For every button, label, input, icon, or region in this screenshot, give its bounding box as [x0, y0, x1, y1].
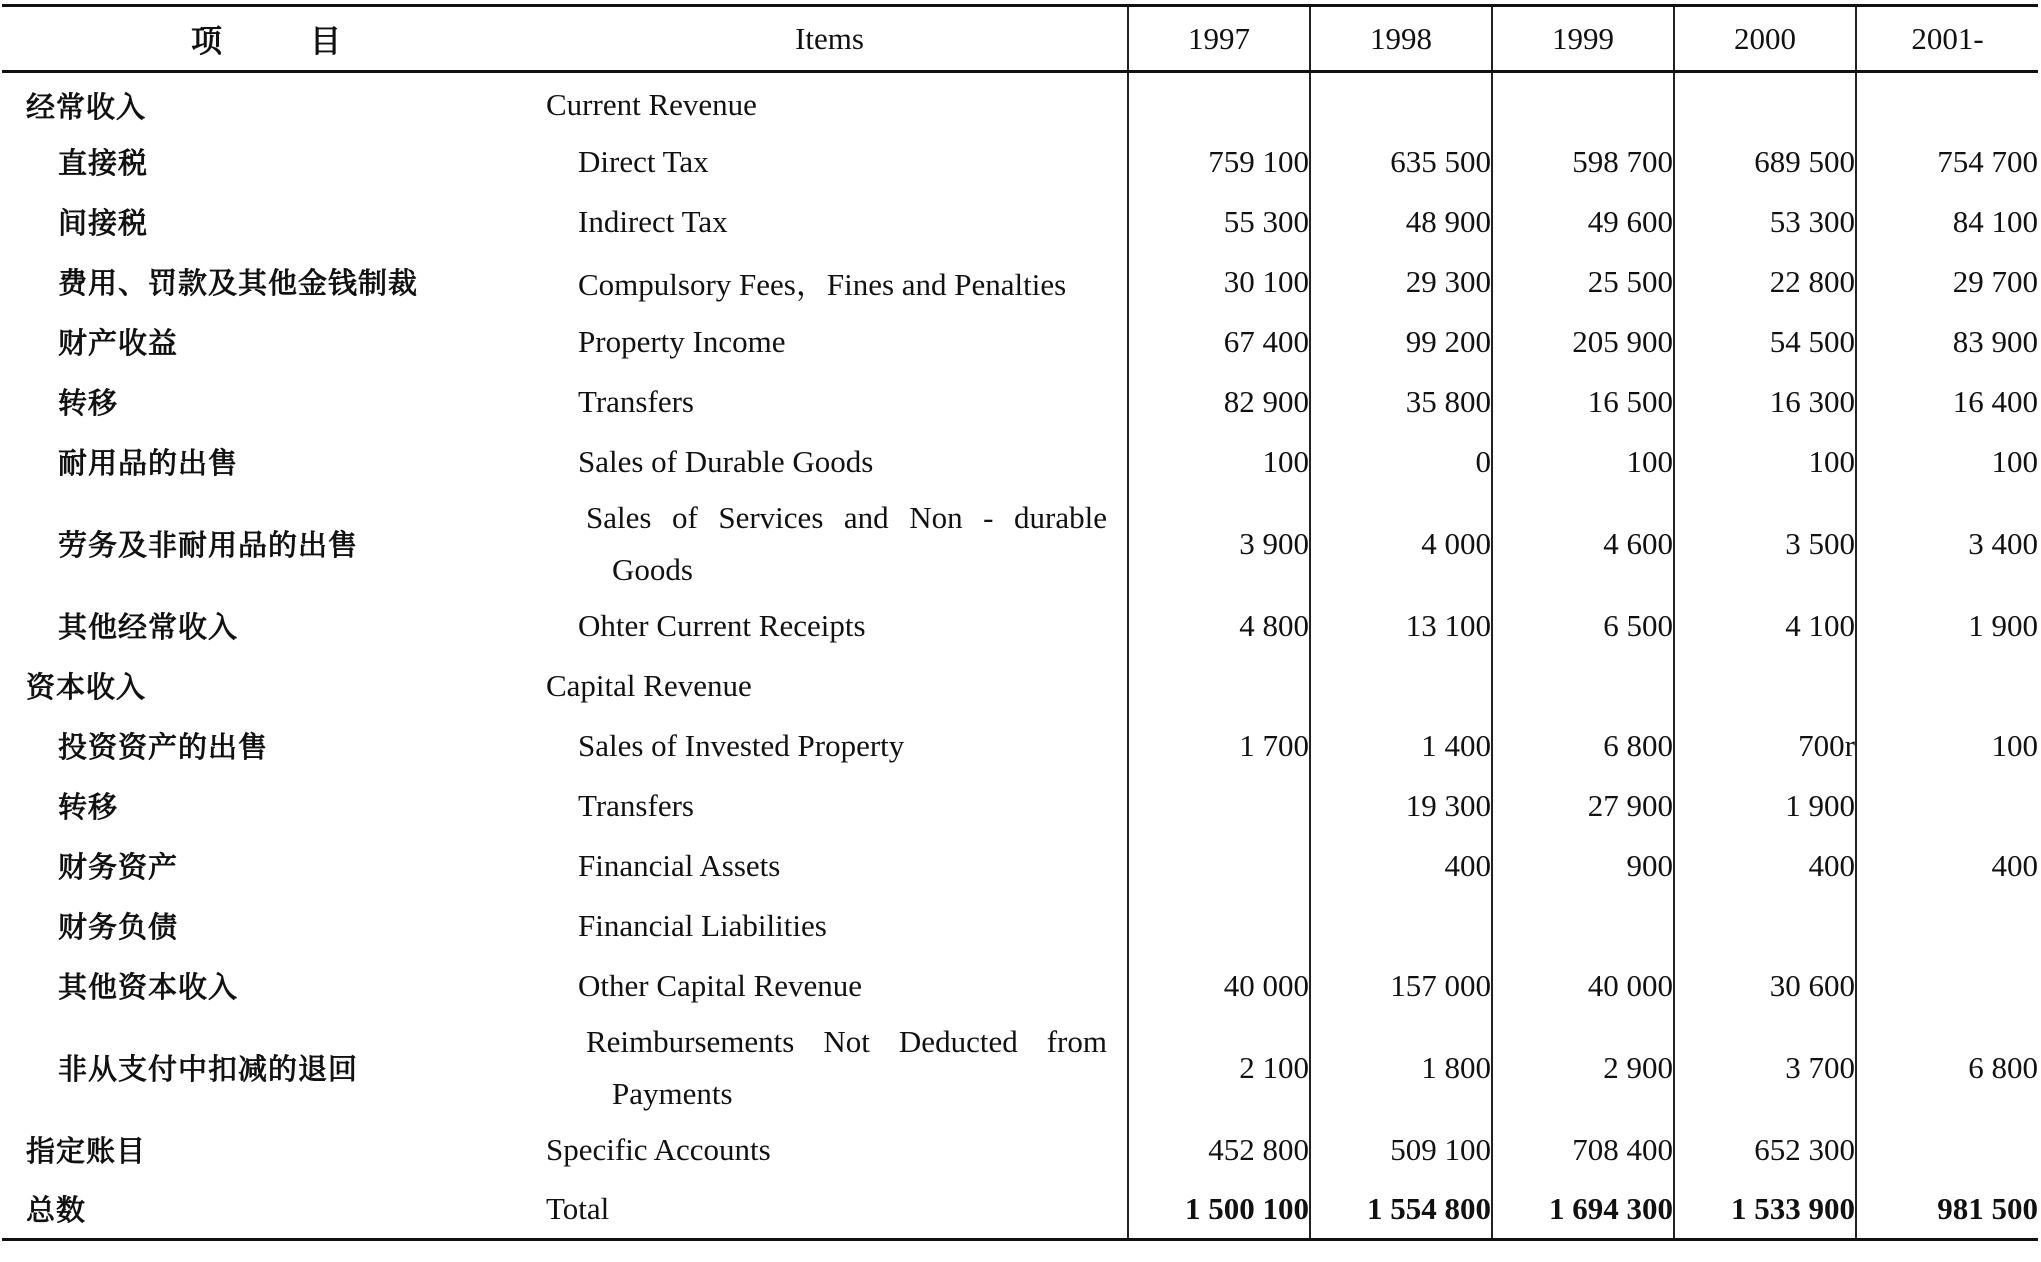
- table-header-row: [2, 6, 2038, 72]
- value-cell: 689 500: [1674, 132, 1856, 192]
- row-label-en: Transfers: [578, 383, 694, 419]
- value-cell: 6 500: [1492, 596, 1674, 656]
- row-label-cn: 其他资本收入: [58, 970, 239, 1004]
- value-cell: 13 100: [1310, 596, 1492, 656]
- table-row: [2, 312, 2038, 372]
- row-label-en: Current Revenue: [546, 87, 757, 123]
- row-label-en: Specific Accounts: [546, 1131, 771, 1167]
- value-cell: 652 300: [1674, 1120, 1856, 1180]
- value-cell: [1128, 836, 1310, 896]
- row-label-cn: 财产收益: [58, 326, 179, 360]
- value-cell: 22 800: [1674, 252, 1856, 312]
- value-cell: 6 800: [1492, 716, 1674, 776]
- row-label-en-line2: Goods: [612, 551, 693, 587]
- value-cell: 4 800: [1128, 596, 1310, 656]
- row-label-en: Sales of Invested Property: [578, 727, 905, 763]
- row-label-cn: 直接税: [58, 146, 149, 180]
- header-year-1997: 1997: [1128, 6, 1310, 72]
- value-cell: 100: [1856, 716, 2038, 776]
- value-cell: 452 800: [1128, 1120, 1310, 1180]
- value-cell: [1856, 1120, 2038, 1180]
- value-cell: 40 000: [1128, 956, 1310, 1016]
- table-row: [2, 72, 2038, 132]
- header-year-2000: 2000: [1674, 6, 1856, 72]
- table-row: [2, 656, 2038, 716]
- value-cell: 400: [1310, 836, 1492, 896]
- value-cell: 40 000: [1492, 956, 1674, 1016]
- value-cell: 67 400: [1128, 312, 1310, 372]
- table-row: [2, 372, 2038, 432]
- row-label-cn: 投资资产的出售: [58, 730, 269, 764]
- value-cell: 509 100: [1310, 1120, 1492, 1180]
- value-cell: [1128, 776, 1310, 836]
- value-cell: 0: [1310, 432, 1492, 492]
- table-row-total: [2, 1180, 2038, 1240]
- value-cell: [1674, 72, 1856, 132]
- value-cell: [1856, 956, 2038, 1016]
- value-cell: [1674, 656, 1856, 716]
- table-row: [2, 716, 2038, 776]
- value-cell: [1128, 896, 1310, 956]
- value-cell: 83 900: [1856, 312, 2038, 372]
- row-label-en: Total: [532, 1180, 1128, 1240]
- value-cell: 53 300: [1674, 192, 1856, 252]
- value-cell: 4 100: [1674, 596, 1856, 656]
- value-cell: 3 900: [1128, 492, 1310, 596]
- value-cell: [1310, 656, 1492, 716]
- value-cell: [1492, 656, 1674, 716]
- value-cell: 30 100: [1128, 252, 1310, 312]
- value-cell: [1856, 896, 2038, 956]
- table-row: [2, 776, 2038, 836]
- row-label-en: Ohter Current Receipts: [578, 607, 866, 643]
- row-label-cn: 间接税: [58, 206, 149, 240]
- row-label-en: Financial Assets: [578, 847, 781, 883]
- value-cell: 1 800: [1310, 1016, 1492, 1120]
- header-year-2001: 2001-: [1856, 6, 2038, 72]
- value-cell: 2 100: [1128, 1016, 1310, 1120]
- value-cell: 19 300: [1310, 776, 1492, 836]
- value-cell: 100: [1856, 432, 2038, 492]
- value-cell: 84 100: [1856, 192, 2038, 252]
- value-cell: 635 500: [1310, 132, 1492, 192]
- row-label-en-line1: Sales of Services and Non - durable: [586, 499, 1107, 535]
- table-row: [2, 836, 2038, 896]
- value-cell: 54 500: [1674, 312, 1856, 372]
- value-cell: 400: [1674, 836, 1856, 896]
- row-label-en: Sales of Durable Goods: [578, 443, 874, 479]
- value-cell: 1 900: [1856, 596, 2038, 656]
- row-label-cn: 劳务及非耐用品的出售: [58, 528, 359, 562]
- row-label-cn: 转移: [58, 386, 119, 420]
- value-cell: 82 900: [1128, 372, 1310, 432]
- value-cell: 48 900: [1310, 192, 1492, 252]
- row-label-cn: 耐用品的出售: [58, 446, 239, 480]
- value-cell: 400: [1856, 836, 2038, 896]
- value-cell: 16 500: [1492, 372, 1674, 432]
- header-cn-items: 项 目: [2, 6, 532, 72]
- value-cell: 3 700: [1674, 1016, 1856, 1120]
- row-label-en: Property Income: [578, 323, 786, 359]
- value-cell: 100: [1492, 432, 1674, 492]
- value-cell: 6 800: [1856, 1016, 2038, 1120]
- value-cell: [1492, 72, 1674, 132]
- table-row: [2, 1016, 2038, 1120]
- total-value-cell: 981 500: [1856, 1180, 2038, 1240]
- value-cell: 29 700: [1856, 252, 2038, 312]
- value-cell: [1492, 896, 1674, 956]
- row-label-en: Capital Revenue: [546, 667, 752, 703]
- table-row: [2, 132, 2038, 192]
- value-cell: 27 900: [1492, 776, 1674, 836]
- row-label-en-line2: Payments: [612, 1075, 733, 1111]
- row-label-cn: 总数: [2, 1180, 532, 1240]
- value-cell: 25 500: [1492, 252, 1674, 312]
- row-label-en: Transfers: [578, 787, 694, 823]
- value-cell: 100: [1674, 432, 1856, 492]
- table-row: [2, 1120, 2038, 1180]
- value-cell: [1128, 72, 1310, 132]
- value-cell: [1856, 776, 2038, 836]
- value-cell: 598 700: [1492, 132, 1674, 192]
- row-label-cn: 非从支付中扣减的退回: [58, 1052, 359, 1086]
- value-cell: 4 600: [1492, 492, 1674, 596]
- row-label-en: Compulsory Fees，Fines and Penalties: [578, 267, 1067, 302]
- value-cell: 55 300: [1128, 192, 1310, 252]
- value-cell: 205 900: [1492, 312, 1674, 372]
- value-cell: 16 300: [1674, 372, 1856, 432]
- value-cell: 29 300: [1310, 252, 1492, 312]
- value-cell: 3 500: [1674, 492, 1856, 596]
- row-label-cn: 资本收入: [26, 670, 147, 704]
- header-year-1999: 1999: [1492, 6, 1674, 72]
- value-cell: [1310, 72, 1492, 132]
- total-value-cell: 1 694 300: [1492, 1180, 1674, 1240]
- table-row: [2, 252, 2038, 312]
- row-label-cn: 费用、罚款及其他金钱制裁: [58, 266, 419, 300]
- value-cell: [1310, 896, 1492, 956]
- row-label-en: Direct Tax: [578, 143, 709, 179]
- value-cell: [1128, 656, 1310, 716]
- value-cell: 30 600: [1674, 956, 1856, 1016]
- revenue-table: [2, 4, 2038, 1241]
- total-value-cell: 1 533 900: [1674, 1180, 1856, 1240]
- value-cell: 100: [1128, 432, 1310, 492]
- table-row: [2, 432, 2038, 492]
- header-year-1998: 1998: [1310, 6, 1492, 72]
- value-cell: [1674, 896, 1856, 956]
- total-value-cell: 1 554 800: [1310, 1180, 1492, 1240]
- total-value-cell: 1 500 100: [1128, 1180, 1310, 1240]
- value-cell: 900: [1492, 836, 1674, 896]
- row-label-en: Indirect Tax: [578, 203, 728, 239]
- table-row: [2, 192, 2038, 252]
- value-cell: 708 400: [1492, 1120, 1674, 1180]
- value-cell: 2 900: [1492, 1016, 1674, 1120]
- value-cell: 35 800: [1310, 372, 1492, 432]
- row-label-cn: 其他经常收入: [58, 610, 239, 644]
- row-label-cn: 财务负债: [58, 910, 179, 944]
- table-row: [2, 596, 2038, 656]
- value-cell: 3 400: [1856, 492, 2038, 596]
- value-cell: [1856, 72, 2038, 132]
- row-label-en-line1: Reimbursements Not Deducted from: [586, 1023, 1107, 1059]
- row-label-en: [532, 1016, 1128, 1120]
- value-cell: 99 200: [1310, 312, 1492, 372]
- value-cell: 700r: [1674, 716, 1856, 776]
- row-label-cn: 经常收入: [26, 89, 147, 124]
- value-cell: 157 000: [1310, 956, 1492, 1016]
- row-label-en: Other Capital Revenue: [578, 967, 863, 1003]
- value-cell: 49 600: [1492, 192, 1674, 252]
- value-cell: 4 000: [1310, 492, 1492, 596]
- row-label-cn: 财务资产: [58, 850, 179, 884]
- row-label-en: Financial Liabilities: [578, 907, 827, 943]
- table-row: [2, 492, 2038, 596]
- table-row: [2, 956, 2038, 1016]
- value-cell: 759 100: [1128, 132, 1310, 192]
- value-cell: 1 400: [1310, 716, 1492, 776]
- row-label-en: [532, 492, 1128, 596]
- value-cell: [1856, 656, 2038, 716]
- row-label-cn: 指定账目: [26, 1134, 147, 1168]
- value-cell: 1 700: [1128, 716, 1310, 776]
- header-en-items: Items: [532, 6, 1128, 72]
- table-row: [2, 896, 2038, 956]
- value-cell: 16 400: [1856, 372, 2038, 432]
- row-label-cn: 转移: [58, 790, 119, 824]
- value-cell: 754 700: [1856, 132, 2038, 192]
- value-cell: 1 900: [1674, 776, 1856, 836]
